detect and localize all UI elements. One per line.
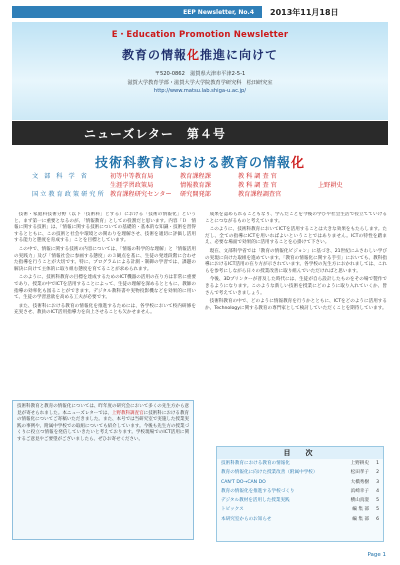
body-paragraph: また、技術科における教育の情報化を推進するためには、各学校において校内研修を充実させ、教員のICT活用指導力を向上させることも欠かせません。 [14, 303, 196, 316]
newsletter-title: ニューズレター 第４号 [84, 127, 226, 141]
author-division: 教育課程課 [180, 173, 211, 180]
author-bureau: 教育課程研究センター [110, 191, 172, 198]
newsletter-label: EEP Newsletter, No.4 [12, 6, 262, 18]
author-name: 上野耕史 [318, 182, 343, 189]
author-division: 研究開発部 [180, 191, 211, 198]
main-title [12, 46, 388, 63]
body-paragraph: 技術・家庭科技術分野（以下「技術科」とする）における「技術の情報化」というと、まず第一に重要となるのが、「情報教育」としての役割だと思います。内容「Ｄ 情報に関する技術」は、「情報に関する技術についての基礎的・基本的な知識・技術を習得するとともに、この技術と社会や環境との関わりを理解させ、技術を適切に評価し活用する能力と態度を育成する」ことを目標としています。 [14, 212, 196, 244]
toc-item-author: 浜崎幸子 [350, 488, 369, 494]
body-paragraph: このように、技術科教育の目標を達成するためのICT機器の活用の在り方は非常に重要であり、授業の中でICTを活用することによって、生徒の理解を深めるとともに、教師の指導の効率化も図ることができます。デジタル教科書や実物投影機などを効果的に用いて、生徒の学習意欲を高める工夫が必要です。 [14, 275, 196, 301]
body-paragraph: このように、技術科教育においてICTを活用することは大きな効果をもたらします。ただし、全ての指導にICTを用いればよいということではありません。ICTの特性を踏まえ、必要な場面で効果的に活用することを心掛けて下さい。 [205, 227, 387, 246]
address-line: 〒520-0862 滋賀県大津市平津2-5-1 [154, 71, 246, 77]
article-title [0, 152, 400, 171]
author-bureau: 生涯学習政策局 [110, 182, 154, 189]
author-name [318, 172, 368, 181]
toc-item[interactable] [217, 468, 383, 477]
note-text-b: に技術科における教育の情報化についてご寄稿いただきました。また、本号では当研究室で実施した授業実践の事例や、附属中学校での取組についても紹介しています。今後も先生方の授業づくりに役立つ情報を発信していきたいと考えております。学校現場でのICT活用に関するご意見やご要望がございましたら、ぜひお寄せください。 [17, 410, 190, 442]
toc-item-title: 教育の情報化を推進する学校づくり [221, 488, 295, 494]
toc-heading: 目 次 [217, 447, 383, 459]
toc-item[interactable] [217, 478, 383, 487]
lab-url[interactable]: http://www.matsu.lab.shiga-u.ac.jp/ [153, 88, 247, 94]
table-of-contents [216, 446, 384, 542]
toc-item-author: 編 集 部 [352, 507, 369, 513]
toc-item-title: 本研究室からのお知らせ [221, 516, 272, 522]
author-name [318, 190, 368, 199]
newsletter-title-bar [12, 121, 388, 145]
toc-item-author: 松田孝子 [350, 470, 369, 476]
toc-item-author: 編 集 部 [352, 516, 369, 522]
author-bureau: 初等中等教育局 [110, 173, 154, 180]
main-title-b: 推進に向けて [200, 48, 279, 62]
body-paragraph: 成果を認められることもなり、学んだことを今後の学びや社会生活で役立てていけることにつながるものと考えています。 [205, 212, 387, 224]
editor-note-box [12, 400, 194, 540]
author-position: 教 科 調 査 官 [238, 173, 277, 180]
toc-item-title: CAN'T DO→CAN DO [221, 479, 266, 485]
article-body-left [14, 212, 196, 392]
main-title-red: 化 [186, 48, 200, 62]
page-number: Page 1 [367, 552, 386, 558]
body-paragraph: この中で、情報に関する技術の内容については、「情報の科学的な理解」と「情報活用の実践力」及び「情報社会に参画する態度」の３観点を基に、生徒の発達段階に合わせた指導を行うことが大切です。特に、プログラムによる計測・制御の学習では、課題の解決に向けて主体的に取り組む態度を育てることが求められます。 [14, 246, 196, 272]
author-row [32, 172, 372, 181]
e-title: E・Education Promotion Newsletter [111, 30, 289, 40]
toc-item-title: デジタル教材を活用した授業実践 [221, 498, 290, 504]
toc-item-page: 5 [376, 507, 379, 513]
toc-item-page: 6 [376, 516, 379, 522]
toc-item-page: 2 [376, 470, 379, 476]
author-org: 国立教育政策研究所 [32, 191, 106, 198]
article-title-a: 技術科教育における教育の情報 [94, 156, 291, 171]
author-grid [32, 172, 372, 199]
author-org: 文 部 科 学 省 [32, 173, 89, 180]
body-paragraph: 技術科教育の中で、どのように情報教育を行うかとともに、ICTをどのように活用するか、Technologyに関する教育の専門家として検討していただくことを期待しています。 [205, 299, 387, 311]
toc-item-title: トピックス [221, 507, 244, 513]
main-title-a: 教育の情報 [121, 48, 187, 62]
toc-item-author: 上野耕史 [350, 461, 369, 466]
toc-item-page: 4 [376, 488, 379, 494]
top-strip [12, 4, 388, 20]
toc-item-title: 技術科教育における教育の情報化 [221, 461, 290, 466]
header-band [12, 22, 388, 120]
author-position: 教育課程調査官 [238, 191, 282, 198]
toc-item-title: 教育の情報化に向けた授業改善（附属中学校） [221, 470, 318, 476]
note-text-highlight: 上野教科調査官 [111, 410, 144, 416]
toc-item[interactable] [217, 496, 383, 505]
toc-item[interactable] [217, 505, 383, 514]
lab-name: 滋賀大学教育学部・滋賀大学大学院教育学研究科 松田研究室 [127, 80, 273, 86]
issue-date: 2013年11月18日 [270, 7, 339, 17]
toc-item-page: 5 [376, 498, 379, 504]
author-org [32, 181, 110, 190]
toc-item-page: 3 [376, 479, 379, 485]
article-title-red: 化 [291, 156, 306, 171]
article-body-right [205, 212, 387, 440]
toc-item-author: 大橋秀樹 [350, 479, 369, 485]
toc-item-author: 横山真澄 [350, 498, 369, 504]
body-paragraph: 今後、3Dプリンターが普及した時代には、生徒が自ら設計したものをその場で製作できるようになります。このような新しい技術を授業にどのように取り入れていくか、皆さんで考えていきましょう。 [205, 277, 387, 296]
author-row [32, 190, 372, 199]
body-paragraph: 現在、文部科学省では「教育の情報化ビジョン」に基づき、21世紀にふさわしい学びの実現に向けた取組を進めています。「教育の情報化に関する手引」においても、教科指導におけるICT活用の在り方が示されています。各学校の先生方におかれましては、これらを参考にしながら日々の授業改善に取り組んでいただければと思います。 [205, 248, 387, 274]
toc-item[interactable] [217, 487, 383, 496]
toc-item-page: 1 [376, 461, 379, 466]
author-row [32, 181, 372, 190]
toc-item[interactable] [217, 459, 383, 468]
note-text-a: 技術科教育と教育の情報化については、昨年度の研究会において多くの先生方から意見が寄せられました。本ニューズレターでは、 [17, 404, 189, 416]
author-position: 教 科 調 査 官 [238, 182, 277, 189]
author-division: 情報教育課 [180, 182, 211, 189]
toc-item[interactable] [217, 515, 383, 524]
